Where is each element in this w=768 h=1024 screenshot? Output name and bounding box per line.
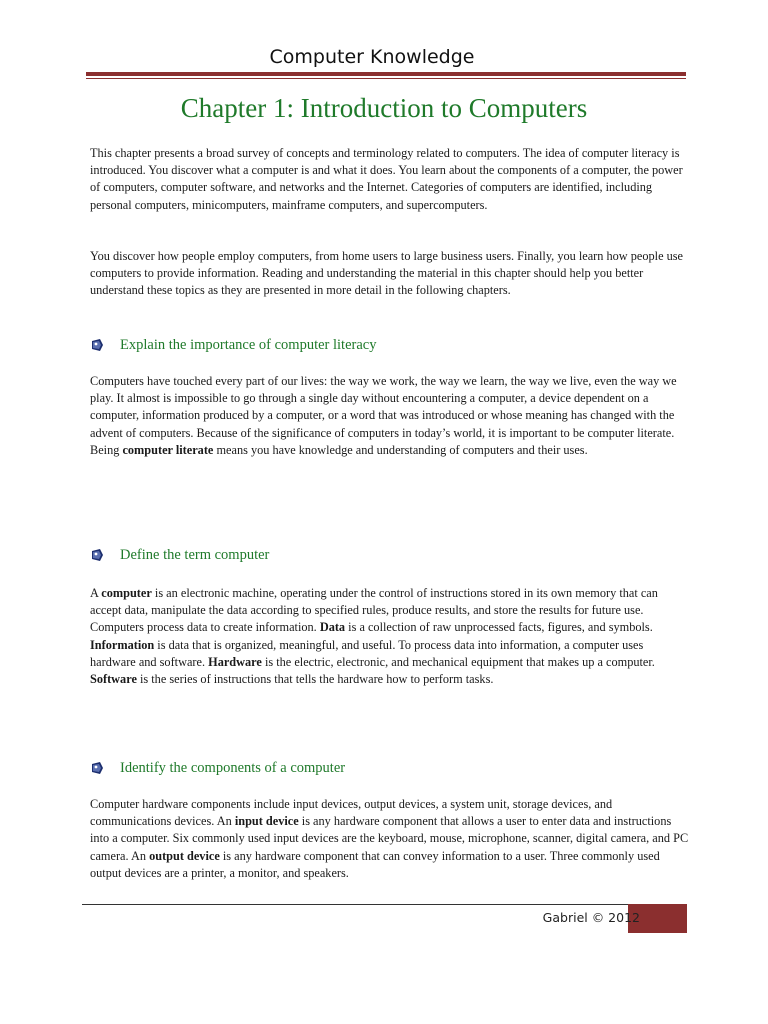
section-heading-text: Define the term computer <box>120 546 270 563</box>
text-run: Computers have touched every part of our lives: the way we work, the way we learn, the way we live, even the way we play. It almost is impossible to go through a single day without encountering a computer, a device dependent on a computer, information produced by a computer, or a word that was introduced or whose meaning has changed with the advent of computers. Because of the significance of computers in today’s world, it is important to be computer literate. Being <box>90 374 677 457</box>
term-data: Data <box>319 620 346 635</box>
header-rule-thin <box>86 78 686 79</box>
text-run: is any hardware component that allows a user to enter data and instructions into a computer. Six commonly used input devices are the keyboard, mouse, microphone, scanner, digital camera, and PC camera. An <box>90 814 689 863</box>
text-run: is a collection of raw unprocessed facts, figures, and symbols. <box>345 620 653 635</box>
section-heading-literacy <box>90 334 690 356</box>
section-heading-text: Explain the importance of computer literacy <box>120 336 377 353</box>
term-software: Software <box>90 672 137 687</box>
text-run: is data that is organized, meaningful, and useful. To process data into information, a computer uses hardware and software. <box>90 637 644 669</box>
term-computer-literate: computer literate <box>122 442 214 457</box>
text-run: Computer hardware components include input devices, output devices, a system unit, storage devices, and communications devices. An <box>90 797 613 829</box>
term-hardware: Hardware <box>208 654 262 669</box>
section-paragraph-literacy <box>90 373 690 459</box>
intro-paragraph-2: You discover how people employ computers, from home users to large business users. Finally, you learn how people use computers to provide information. Reading and understanding the material in this chapter should help you better understand these topics as they are presented in more detail in the following chapters. <box>90 249 683 298</box>
header-rule-thick <box>86 72 686 76</box>
term-input-device: input device <box>234 814 299 829</box>
footer-copyright: Gabriel © 2012 <box>542 910 640 925</box>
intro-paragraph-1: This chapter presents a broad survey of concepts and terminology related to computers. The idea of computer literacy is introduced. You discover what a computer is and what it does. You learn about the components of a computer, the power of computers, computer software, and networks and the Internet. Categories of computers are identified, including personal computers, minicomputers, mainframe computers, and supercomputers. <box>90 146 683 212</box>
section-heading-define <box>90 544 690 566</box>
chapter-title: Chapter 1: Introduction to Computers <box>180 93 588 123</box>
bullet-icon <box>90 761 104 775</box>
text-run: is the series of instructions that tells the hardware how to perform tasks. <box>136 672 494 687</box>
text-run: A <box>90 586 102 600</box>
text-run: is any hardware component that can convey information to a user. Three commonly used output devices are a printer, a monitor, and speakers. <box>90 848 660 880</box>
term-information: Information <box>90 637 155 652</box>
section-heading-components <box>90 757 690 779</box>
section-paragraph-components <box>90 796 690 882</box>
section-heading-text: Identify the components of a computer <box>120 759 346 776</box>
term-output-device: output device <box>149 848 220 863</box>
bullet-icon <box>90 548 104 562</box>
section-paragraph-define <box>90 585 690 688</box>
term-computer: computer <box>101 586 152 600</box>
bullet-icon <box>90 338 104 352</box>
page-header-title: Computer Knowledge <box>269 46 475 68</box>
text-run: is the electric, electronic, and mechanical equipment that makes up a computer. <box>261 654 655 669</box>
text-run: means you have knowledge and understanding of computers and their uses. <box>213 442 588 457</box>
footer-rule <box>82 904 628 905</box>
text-run: is an electronic machine, operating under the control of instructions stored in its own memory that can accept data, manipulate the data according to specified rules, produce results, and store the results for future use. Computers process data to create information. <box>90 586 658 635</box>
